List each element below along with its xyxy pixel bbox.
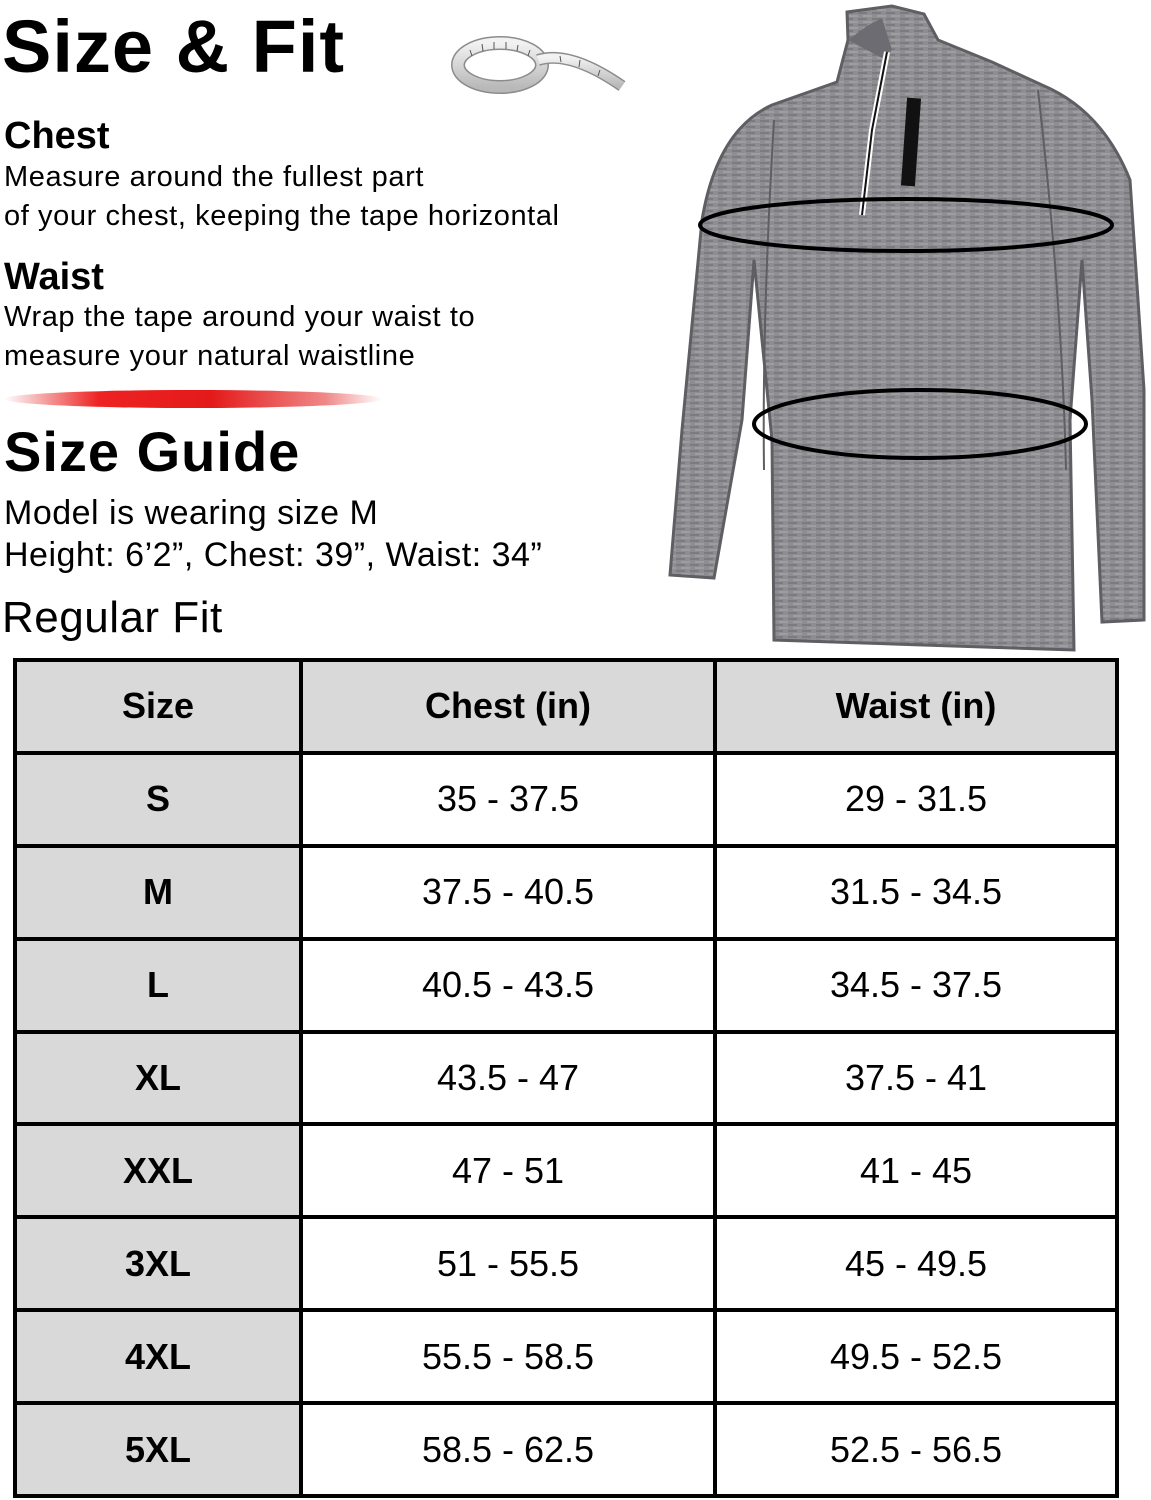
size-cell: S: [15, 753, 301, 846]
table-row: [15, 753, 1117, 846]
table-row: [15, 1217, 1117, 1310]
table-row: [15, 939, 1117, 1032]
waist-instructions-line-1: Wrap the tape around your waist to: [4, 301, 476, 333]
waist-cell: 34.5 - 37.5: [715, 939, 1117, 1032]
waist-cell: 29 - 31.5: [715, 753, 1117, 846]
size-cell: XL: [15, 1032, 301, 1125]
size-cell: 3XL: [15, 1217, 301, 1310]
measuring-tape-icon: [450, 20, 630, 100]
size-cell: 5XL: [15, 1403, 301, 1496]
table-header-row: [15, 660, 1117, 753]
header-waist: Waist (in): [715, 660, 1117, 753]
chest-cell: 58.5 - 62.5: [301, 1403, 715, 1496]
chest-instructions-line-1: Measure around the fullest part: [4, 161, 424, 193]
chest-cell: 37.5 - 40.5: [301, 846, 715, 939]
size-cell: L: [15, 939, 301, 1032]
chest-instructions-line-2: of your chest, keeping the tape horizontal: [4, 200, 560, 232]
waist-cell: 52.5 - 56.5: [715, 1403, 1117, 1496]
table-row: [15, 1032, 1117, 1125]
waist-cell: 41 - 45: [715, 1124, 1117, 1217]
header-size: Size: [15, 660, 301, 753]
size-cell: M: [15, 846, 301, 939]
chest-cell: 47 - 51: [301, 1124, 715, 1217]
red-divider: [4, 390, 382, 408]
size-chart-table: [13, 658, 1119, 1498]
header-chest: Chest (in): [301, 660, 715, 753]
chest-cell: 55.5 - 58.5: [301, 1310, 715, 1403]
page-title: Size & Fit: [2, 5, 346, 88]
chest-instructions: [4, 158, 684, 236]
waist-cell: 45 - 49.5: [715, 1217, 1117, 1310]
waist-cell: 49.5 - 52.5: [715, 1310, 1117, 1403]
table-row: [15, 846, 1117, 939]
waist-cell: 37.5 - 41: [715, 1032, 1117, 1125]
chest-cell: 43.5 - 47: [301, 1032, 715, 1125]
chest-cell: 40.5 - 43.5: [301, 939, 715, 1032]
size-cell: 4XL: [15, 1310, 301, 1403]
waist-heading: Waist: [4, 256, 104, 298]
table-row: [15, 1124, 1117, 1217]
chest-cell: 51 - 55.5: [301, 1217, 715, 1310]
chest-cell: 35 - 37.5: [301, 753, 715, 846]
model-size-text: Model is wearing size M: [4, 494, 379, 532]
table-row: [15, 1310, 1117, 1403]
model-measurements-text: Height: 6’2”, Chest: 39”, Waist: 34”: [4, 536, 543, 574]
fit-label: Regular Fit: [2, 593, 223, 642]
waist-instructions-line-2: measure your natural waistline: [4, 340, 416, 372]
shirt-image: [662, 0, 1151, 655]
chest-heading: Chest: [4, 115, 110, 157]
waist-cell: 31.5 - 34.5: [715, 846, 1117, 939]
size-cell: XXL: [15, 1124, 301, 1217]
table-row: [15, 1403, 1117, 1496]
waist-instructions: [4, 298, 684, 376]
size-guide-heading: Size Guide: [4, 420, 301, 483]
